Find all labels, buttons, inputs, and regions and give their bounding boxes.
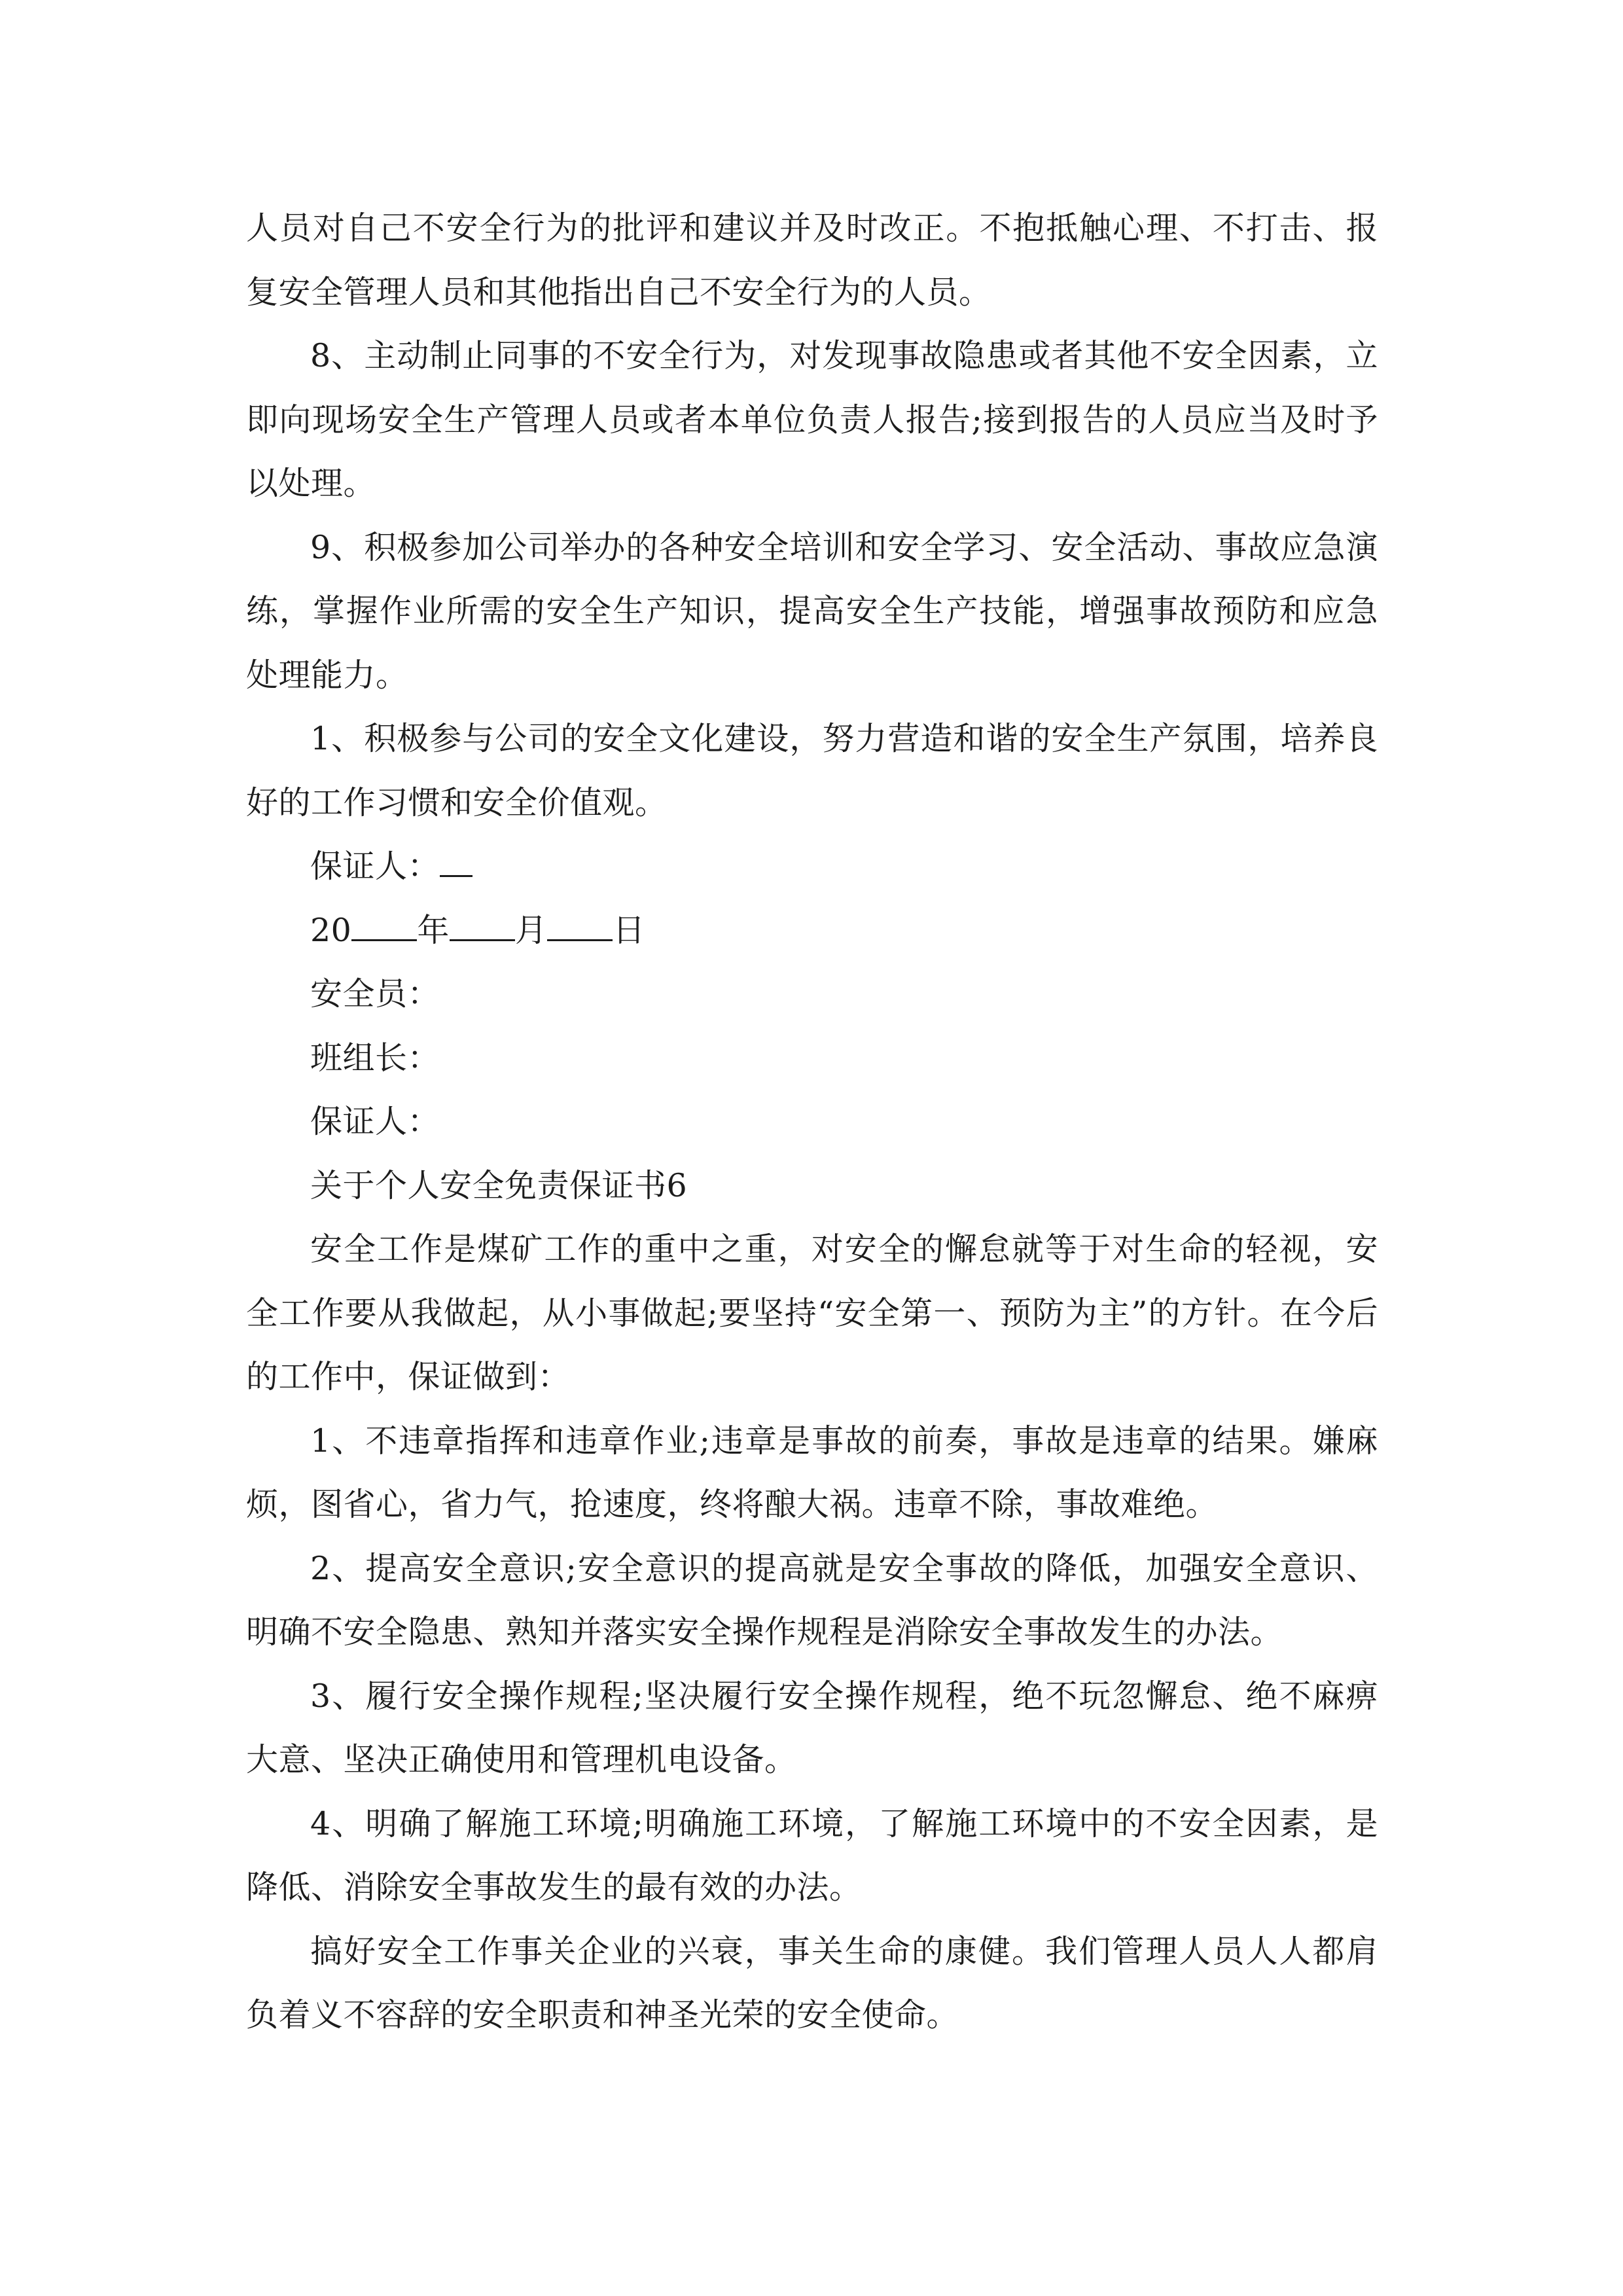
- day-label: 日: [613, 911, 645, 949]
- paragraph-section-item-2: 2、提高安全意识;安全意识的提高就是安全事故的降低，加强安全意识、明确不安全隐患、熟知并落实安全操作规程是消除安全事故发生的办法。: [246, 1549, 1378, 1651]
- guarantor-line-2: 保证人：: [310, 1103, 440, 1140]
- paragraph-continuation: 人员对自己不安全行为的批评和建议并及时改正。不抱抵触心理、不打击、报复安全管理人员和其他指出自己不安全行为的人员。: [246, 209, 1378, 311]
- guarantor-blank: [440, 846, 473, 877]
- day-blank: [547, 910, 613, 941]
- section-title: 关于个人安全免责保证书6: [310, 1166, 688, 1204]
- paragraph-item-9: 9、积极参加公司举办的各种安全培训和安全学习、安全活动、事故应急演练，掌握作业所需的安全生产知识，提高安全生产技能，增强事故预防和应急处理能力。: [246, 528, 1378, 694]
- month-blank: [450, 910, 515, 941]
- date-prefix: 20: [310, 911, 352, 949]
- team-leader-line: 班组长：: [310, 1039, 440, 1077]
- safety-officer-line: 安全员：: [310, 975, 440, 1013]
- paragraph-item-1-culture: 1、积极参与公司的安全文化建设，努力营造和谐的安全生产氛围，培养良好的工作习惯和安全价值观。: [246, 720, 1378, 821]
- date-line: [246, 899, 1378, 963]
- year-blank: [351, 910, 417, 941]
- paragraph-item-8: 8、主动制止同事的不安全行为，对发现事故隐患或者其他不安全因素，立即向现场安全生产管理人员或者本单位负责人报告;接到报告的人员应当及时予以处理。: [246, 337, 1378, 502]
- paragraph-closing: 搞好安全工作事关企业的兴衰，事关生命的康健。我们管理人员人人都肩负着义不容辞的安全职责和神圣光荣的安全使命。: [246, 1932, 1378, 2034]
- guarantor-line: [246, 834, 1378, 899]
- paragraph-section-item-4: 4、明确了解施工环境;明确施工环境，了解施工环境中的不安全因素，是降低、消除安全事故发生的最有效的办法。: [246, 1804, 1378, 1906]
- paragraph-section-item-1: 1、不违章指挥和违章作业;违章是事故的前奏，事故是违章的结果。嫌麻烦，图省心，省力气，抢速度，终将酿大祸。违章不除，事故难绝。: [246, 1422, 1378, 1523]
- guarantor-label: 保证人：: [310, 848, 440, 885]
- paragraph-intro: 安全工作是煤矿工作的重中之重，对安全的懈怠就等于对生命的轻视，安全工作要从我做起，从小事做起;要坚持“安全第一、预防为主”的方针。在今后的工作中，保证做到：: [246, 1230, 1378, 1395]
- year-label: 年: [417, 911, 450, 949]
- month-label: 月: [514, 911, 548, 949]
- paragraph-section-item-3: 3、履行安全操作规程;坚决履行安全操作规程，绝不玩忽懈怠、绝不麻痹大意、坚决正确使用和管理机电设备。: [246, 1677, 1378, 1778]
- document-body: [246, 196, 1378, 2047]
